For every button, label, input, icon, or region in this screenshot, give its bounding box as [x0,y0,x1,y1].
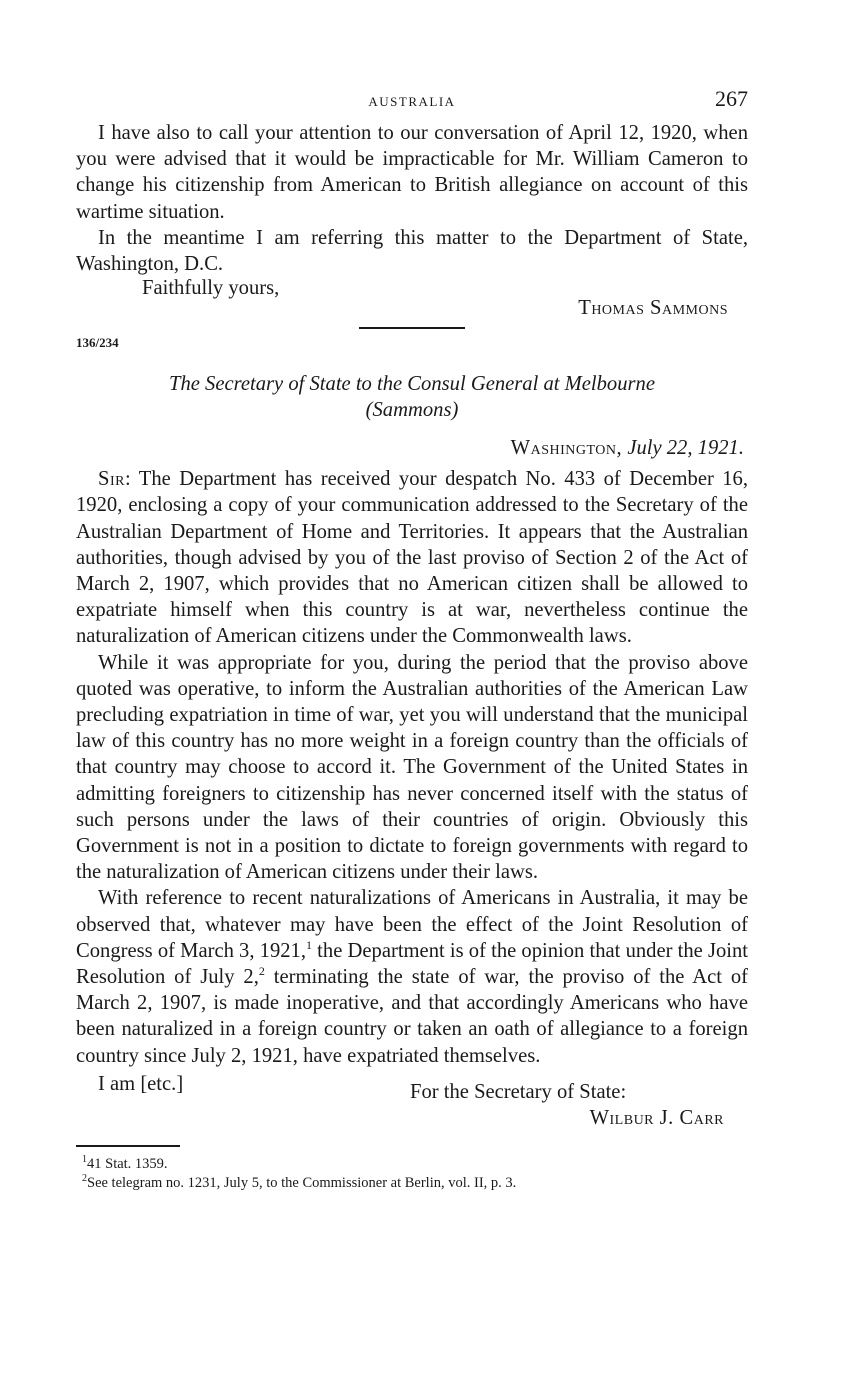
footnote-2-text: See telegram no. 1231, July 5, to the Commissioner at Berlin, vol. II, p. 3. [87,1174,517,1191]
complimentary-close: Faithfully yours, [142,277,280,300]
file-number: 136/234 [76,335,119,351]
footnote-ref-2: 2 [258,964,265,979]
body-paragraph-3 [76,885,748,1068]
page-number: 267 [715,86,748,111]
salutation: Sir [98,468,125,491]
signer-name: Wilbur J. Carr [589,1106,724,1129]
footnote-1-text: 41 Stat. 1359. [87,1155,168,1172]
document-title-line-1: The Secretary of State to the Consul General at Melbourne [169,373,655,396]
dateline-place: Washington, [510,437,623,460]
for-line: For the Secretary of State: [410,1080,627,1103]
dateline [76,437,748,460]
body-paragraph-3-part-c: terminating the state of war, the proviso of the Act of March 2, 1907, is made inoperative, and that accordingly Americans who have been naturalized in a foreign country or taken an oath of allegiance to a foreign country since July 2, 1921, have expatriated themselves. [76,966,748,1067]
body-paragraph-2: While it was appropriate for you, during the period that the proviso above quoted was operative, to inform the Australian authorities of the American Law precluding expatriation in time of war, yet you will understand that the municipal law of this country has no more weight in a foreign country than the officials of that country may choose to accord it. The Government of the United States in admitting foreigners to citizenship has never concerned itself with the status of such persons under the laws of their countries of origin. Obviously this Government is not in a position to dictate to foreign governments with regard to the naturalization of American citizens under their laws. [76,651,748,884]
footnote-1-mark: 1 [82,1154,87,1166]
body-paragraph-1 [76,466,748,649]
body-paragraph-3-part-a: With reference to recent naturalizations of Americans in Australia, it may be observed that, whatever may have been the effect of the Joint Resolution of Congress of March 3, 1921, [76,887,748,962]
letter-closing [76,277,748,327]
signature: Thomas Sammons [578,297,728,320]
footnote-1 [82,1155,748,1174]
document-title [76,371,748,423]
footnote-2-mark: 2 [82,1173,87,1185]
closing-phrase: I am [etc.] [98,1072,184,1095]
document-title-line-2: (Sammons) [365,399,459,422]
opening-paragraph-2: In the meantime I am referring this matter to the Department of State, Washington, D.C. [76,226,748,276]
footnote-divider [76,1145,180,1147]
document-signature-block [76,1069,748,1129]
dateline-date: July 22, 1921. [627,437,744,460]
section-divider [359,327,465,329]
opening-paragraph-1: I have also to call your attention to our conversation of April 12, 1920, when you were advised that it would be impracticable for Mr. William Cameron to change his citizenship from American to British allegiance on account of this wartime situation. [76,122,748,223]
footnote-ref-1: 1 [306,938,313,953]
running-header [76,88,748,112]
body-paragraph-1-text: : The Department has received your despatch No. 433 of December 16, 1920, enclosing a copy of your communication addressed to the Secretary of the Australian Department of Home and Territories. It appears that the Australian authorities, though advised by you of the last proviso of Section 2 of the Act of March 2, 1907, which provides that no American citizen shall be allowed to expatriate himself when this country is at war, nevertheless continue the naturalization of American citizens under the Commonwealth laws. [76,468,748,648]
running-title: AUSTRALIA [368,94,456,109]
footnote-2 [82,1174,748,1193]
body-paragraph-3-part-b: the Department is of the opinion that under the Joint Resolution of July 2, [76,939,749,989]
document-page [76,0,748,1193]
